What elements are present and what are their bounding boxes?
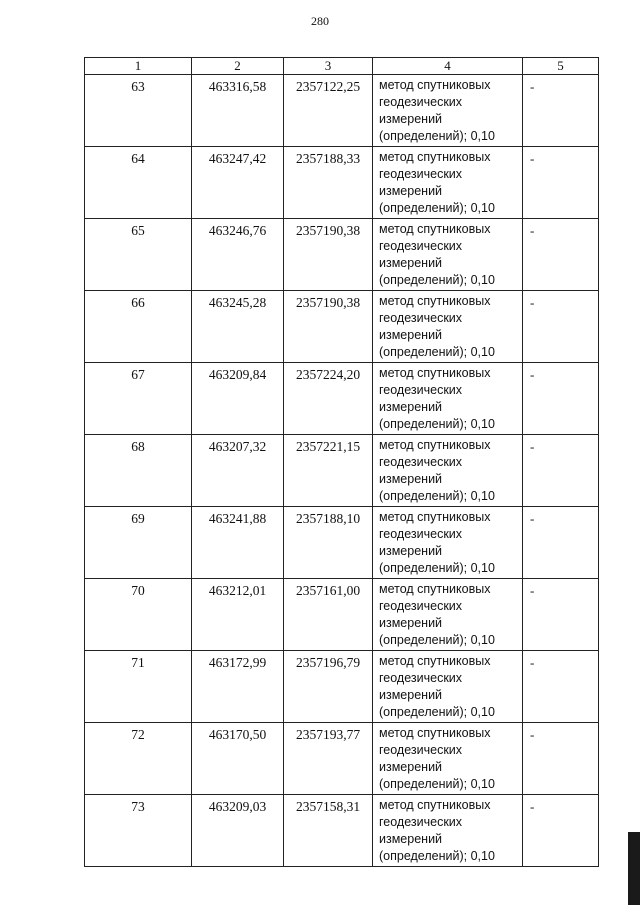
x-coordinate-cell: 463170,50 xyxy=(192,723,284,795)
method-line: метод спутниковых xyxy=(379,78,491,92)
point-number-cell: 68 xyxy=(85,435,192,507)
method-line: метод спутниковых xyxy=(379,294,491,308)
table-row xyxy=(85,579,599,651)
method-line: (определений); 0,10 xyxy=(379,633,495,647)
column-5-cell: - xyxy=(523,435,599,507)
method-cell xyxy=(373,795,523,867)
point-number-cell: 72 xyxy=(85,723,192,795)
method-line: геодезических xyxy=(379,743,463,757)
method-line: геодезических xyxy=(379,671,463,685)
page-number: 280 xyxy=(311,14,329,28)
column-5-cell: - xyxy=(523,291,599,363)
method-cell xyxy=(373,291,523,363)
method-line: измерений xyxy=(379,544,443,558)
method-line: геодезических xyxy=(379,815,463,829)
point-number-cell: 63 xyxy=(85,75,192,147)
point-number-cell: 66 xyxy=(85,291,192,363)
y-coordinate-cell: 2357161,00 xyxy=(284,579,373,651)
table-row xyxy=(85,291,599,363)
header-col-1: 1 xyxy=(85,58,192,75)
method-line: измерений xyxy=(379,112,443,126)
header-row xyxy=(85,58,599,75)
method-line: геодезических xyxy=(379,167,463,181)
method-cell xyxy=(373,579,523,651)
table-row xyxy=(85,723,599,795)
method-cell xyxy=(373,507,523,579)
column-5-cell: - xyxy=(523,363,599,435)
scan-edge-mark xyxy=(628,832,640,905)
column-5-cell: - xyxy=(523,723,599,795)
method-line: измерений xyxy=(379,256,443,270)
column-5-cell: - xyxy=(523,795,599,867)
x-coordinate-cell: 463209,03 xyxy=(192,795,284,867)
method-line: метод спутниковых xyxy=(379,150,491,164)
y-coordinate-cell: 2357188,10 xyxy=(284,507,373,579)
method-line: геодезических xyxy=(379,455,463,469)
y-coordinate-cell: 2357221,15 xyxy=(284,435,373,507)
method-line: (определений); 0,10 xyxy=(379,561,495,575)
method-cell xyxy=(373,363,523,435)
method-cell xyxy=(373,723,523,795)
x-coordinate-cell: 463241,88 xyxy=(192,507,284,579)
method-line: измерений xyxy=(379,328,443,342)
y-coordinate-cell: 2357190,38 xyxy=(284,219,373,291)
y-coordinate-cell: 2357188,33 xyxy=(284,147,373,219)
table-row xyxy=(85,507,599,579)
method-line: измерений xyxy=(379,472,443,486)
point-number-cell: 64 xyxy=(85,147,192,219)
table-row xyxy=(85,147,599,219)
column-5-cell: - xyxy=(523,75,599,147)
table-row xyxy=(85,363,599,435)
point-number-cell: 70 xyxy=(85,579,192,651)
method-line: геодезических xyxy=(379,527,463,541)
point-number-cell: 65 xyxy=(85,219,192,291)
coordinates-table xyxy=(84,57,599,867)
method-line: (определений); 0,10 xyxy=(379,777,495,791)
column-5-cell: - xyxy=(523,219,599,291)
method-line: метод спутниковых xyxy=(379,438,491,452)
method-line: (определений); 0,10 xyxy=(379,345,495,359)
method-line: метод спутниковых xyxy=(379,366,491,380)
x-coordinate-cell: 463207,32 xyxy=(192,435,284,507)
y-coordinate-cell: 2357122,25 xyxy=(284,75,373,147)
table-row xyxy=(85,435,599,507)
header-col-2: 2 xyxy=(192,58,284,75)
method-line: метод спутниковых xyxy=(379,222,491,236)
method-cell xyxy=(373,435,523,507)
method-line: геодезических xyxy=(379,311,463,325)
method-line: измерений xyxy=(379,760,443,774)
method-line: метод спутниковых xyxy=(379,654,491,668)
table-row xyxy=(85,651,599,723)
header-col-3: 3 xyxy=(284,58,373,75)
method-line: метод спутниковых xyxy=(379,726,491,740)
table-header xyxy=(85,58,599,75)
x-coordinate-cell: 463212,01 xyxy=(192,579,284,651)
method-line: (определений); 0,10 xyxy=(379,273,495,287)
table-row xyxy=(85,219,599,291)
column-5-cell: - xyxy=(523,147,599,219)
method-line: измерений xyxy=(379,400,443,414)
column-5-cell: - xyxy=(523,507,599,579)
method-line: (определений); 0,10 xyxy=(379,489,495,503)
header-col-4: 4 xyxy=(373,58,523,75)
table-body xyxy=(85,75,599,867)
table-row xyxy=(85,75,599,147)
method-line: (определений); 0,10 xyxy=(379,705,495,719)
x-coordinate-cell: 463316,58 xyxy=(192,75,284,147)
x-coordinate-cell: 463172,99 xyxy=(192,651,284,723)
x-coordinate-cell: 463245,28 xyxy=(192,291,284,363)
method-cell xyxy=(373,219,523,291)
method-cell xyxy=(373,75,523,147)
method-line: геодезических xyxy=(379,95,463,109)
method-line: метод спутниковых xyxy=(379,582,491,596)
point-number-cell: 67 xyxy=(85,363,192,435)
method-cell xyxy=(373,651,523,723)
y-coordinate-cell: 2357158,31 xyxy=(284,795,373,867)
method-line: геодезических xyxy=(379,383,463,397)
method-line: метод спутниковых xyxy=(379,510,491,524)
method-line: измерений xyxy=(379,688,443,702)
method-line: измерений xyxy=(379,616,443,630)
method-line: (определений); 0,10 xyxy=(379,129,495,143)
y-coordinate-cell: 2357190,38 xyxy=(284,291,373,363)
method-line: геодезических xyxy=(379,239,463,253)
x-coordinate-cell: 463246,76 xyxy=(192,219,284,291)
column-5-cell: - xyxy=(523,579,599,651)
point-number-cell: 71 xyxy=(85,651,192,723)
method-cell xyxy=(373,147,523,219)
point-number-cell: 73 xyxy=(85,795,192,867)
x-coordinate-cell: 463209,84 xyxy=(192,363,284,435)
method-line: (определений); 0,10 xyxy=(379,201,495,215)
method-line: измерений xyxy=(379,184,443,198)
table-row xyxy=(85,795,599,867)
method-line: (определений); 0,10 xyxy=(379,849,495,863)
column-5-cell: - xyxy=(523,651,599,723)
method-line: (определений); 0,10 xyxy=(379,417,495,431)
method-line: метод спутниковых xyxy=(379,798,491,812)
method-line: геодезических xyxy=(379,599,463,613)
y-coordinate-cell: 2357196,79 xyxy=(284,651,373,723)
header-col-5: 5 xyxy=(523,58,599,75)
x-coordinate-cell: 463247,42 xyxy=(192,147,284,219)
point-number-cell: 69 xyxy=(85,507,192,579)
y-coordinate-cell: 2357193,77 xyxy=(284,723,373,795)
y-coordinate-cell: 2357224,20 xyxy=(284,363,373,435)
method-line: измерений xyxy=(379,832,443,846)
